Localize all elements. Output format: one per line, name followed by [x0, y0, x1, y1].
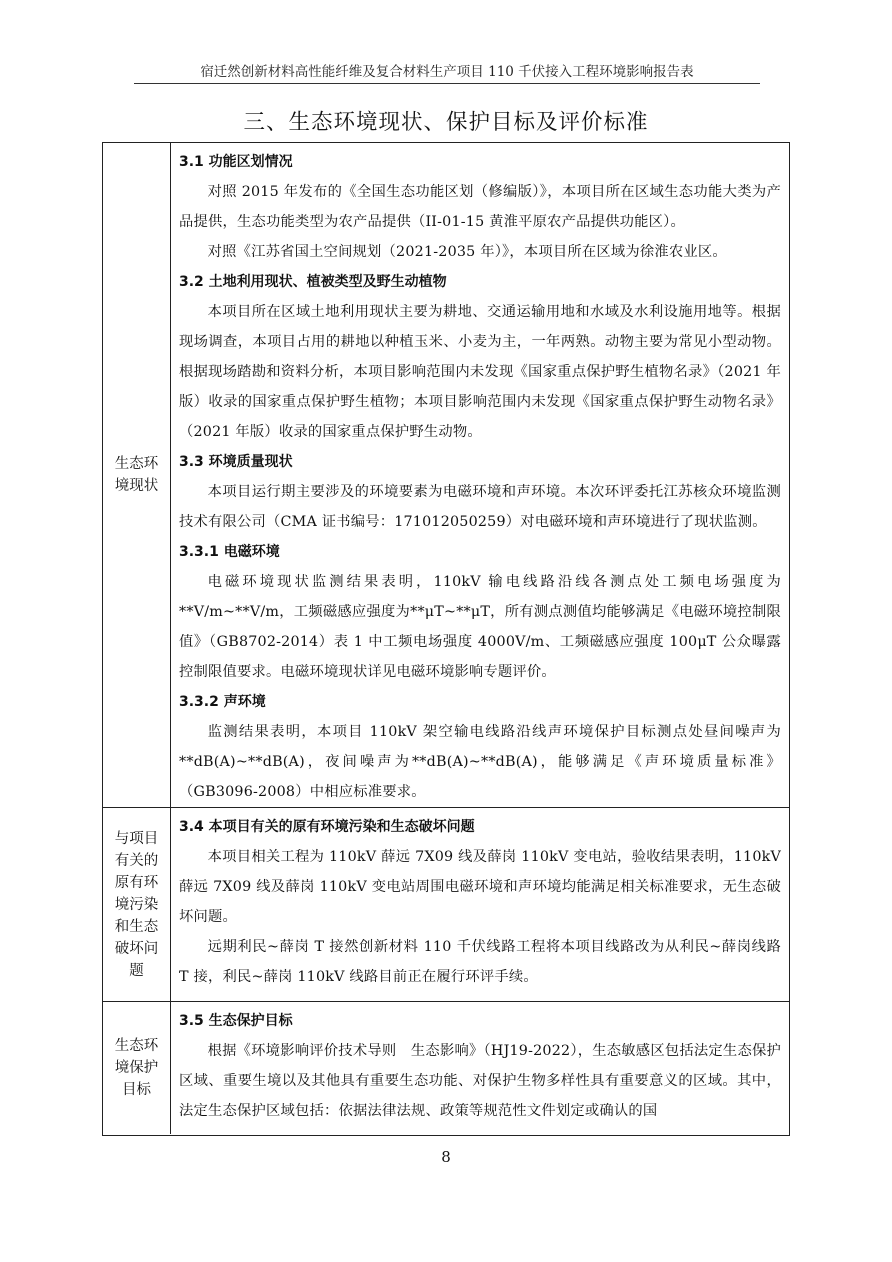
- table-row: [103, 807, 789, 1001]
- row-label: 生态环境现状: [114, 456, 159, 494]
- row-label-cell: [103, 143, 171, 807]
- paragraph: 对照 2015 年发布的《全国生态功能区划（修编版）》，本项目所在区域生态功能大类为产品提供，生态功能类型为农产品提供（II-01-15 黄淮平原农产品提供功能区）。: [179, 184, 781, 230]
- content-table: [102, 142, 790, 1136]
- header-rule: [134, 83, 760, 84]
- paragraph: 本项目所在区域土地利用现状主要为耕地、交通运输用地和水域及水利设施用地等。根据现场调查，本项目占用的耕地以种植玉米、小麦为主，一年两熟。动物主要为常见小型动物。根据现场踏勘和资料分析，本项目影响范围内未发现《国家重点保护野生植物名录》（2021 年版）收录的国家重点保护野生植物；本项目影响范围内未发现《国家重点保护野生动物名录》（2021 年版）收录的国家重点保护野生动物。: [179, 304, 781, 440]
- document-header: 宿迁然创新材料高性能纤维及复合材料生产项目 110 千伏接入工程环境影响报告表: [200, 64, 694, 80]
- table-row: [103, 143, 789, 807]
- table-row: [103, 1001, 789, 1134]
- section-heading: 3.3 环境质量现状: [179, 454, 293, 470]
- row-label-cell: [103, 808, 171, 1001]
- section-heading: 3.1 功能区划情况: [179, 154, 293, 170]
- paragraph: 本项目相关工程为 110kV 薛远 7X09 线及薛岗 110kV 变电站，验收结果表明，110kV 薛远 7X09 线及薛岗 110kV 变电站周围电磁环境和声环境均能满足相关标准要求，无生态破坏问题。: [179, 849, 781, 925]
- paragraph: 对照《江苏省国土空间规划（2021-2035 年）》，本项目所在区域为徐淮农业区。: [207, 244, 727, 260]
- paragraph: 电磁环境现状监测结果表明，110kV 输电线路沿线各测点处工频电场强度为**V/m~**V/m，工频磁感应强度为**μT~**μT，所有测点测值均能够满足《电磁环境控制限值》（GB8702-2014）表 1 中工频电场强度 4000V/m、工频磁感应强度 100μT 公众曝露控制限值要求。电磁环境现状详见电磁环境影响专题评价。: [179, 574, 781, 680]
- page-number: 8: [441, 1148, 451, 1166]
- section-heading: 3.2 土地利用现状、植被类型及野生动植物: [179, 274, 447, 290]
- section-heading: 3.3.2 声环境: [179, 694, 266, 710]
- row-content-cell: [171, 143, 789, 807]
- paragraph: 本项目运行期主要涉及的环境要素为电磁环境和声环境。本次环评委托江苏核众环境监测技术有限公司（CMA 证书编号：171012050259）对电磁环境和声环境进行了现状监测。: [179, 484, 781, 530]
- row-content-cell: [171, 808, 789, 1001]
- row-label: 生态环境保护目标: [114, 1038, 159, 1098]
- section-title: 三、生态环境现状、保护目标及评价标准: [243, 110, 649, 135]
- section-heading: 3.3.1 电磁环境: [179, 544, 280, 560]
- row-label-cell: [103, 1002, 171, 1134]
- row-label: 与项目有关的原有环境污染和生态破坏问题: [114, 830, 159, 979]
- paragraph: 根据《环境影响评价技术导则 生态影响》（HJ19-2022），生态敏感区包括法定生态保护区域、重要生境以及其他具有重要生态功能、对保护生物多样性具有重要意义的区域。其中，法定生态保护区域包括：依据法律法规、政策等规范性文件划定或确认的国: [179, 1043, 781, 1119]
- section-heading: 3.5 生态保护目标: [179, 1013, 293, 1029]
- section-heading: 3.4 本项目有关的原有环境污染和生态破坏问题: [179, 819, 475, 835]
- row-content-cell: [171, 1002, 789, 1134]
- paragraph: 监测结果表明，本项目 110kV 架空输电线路沿线声环境保护目标测点处昼间噪声为**dB(A)~**dB(A)，夜间噪声为**dB(A)~**dB(A)，能够满足《声环境质量标准》（GB3096-2008）中相应标准要求。: [179, 724, 781, 800]
- paragraph: 远期利民~薛岗 T 接然创新材料 110 千伏线路工程将本项目线路改为从利民~薛岗线路 T 接，利民~薛岗 110kV 线路目前正在履行环评手续。: [179, 939, 781, 985]
